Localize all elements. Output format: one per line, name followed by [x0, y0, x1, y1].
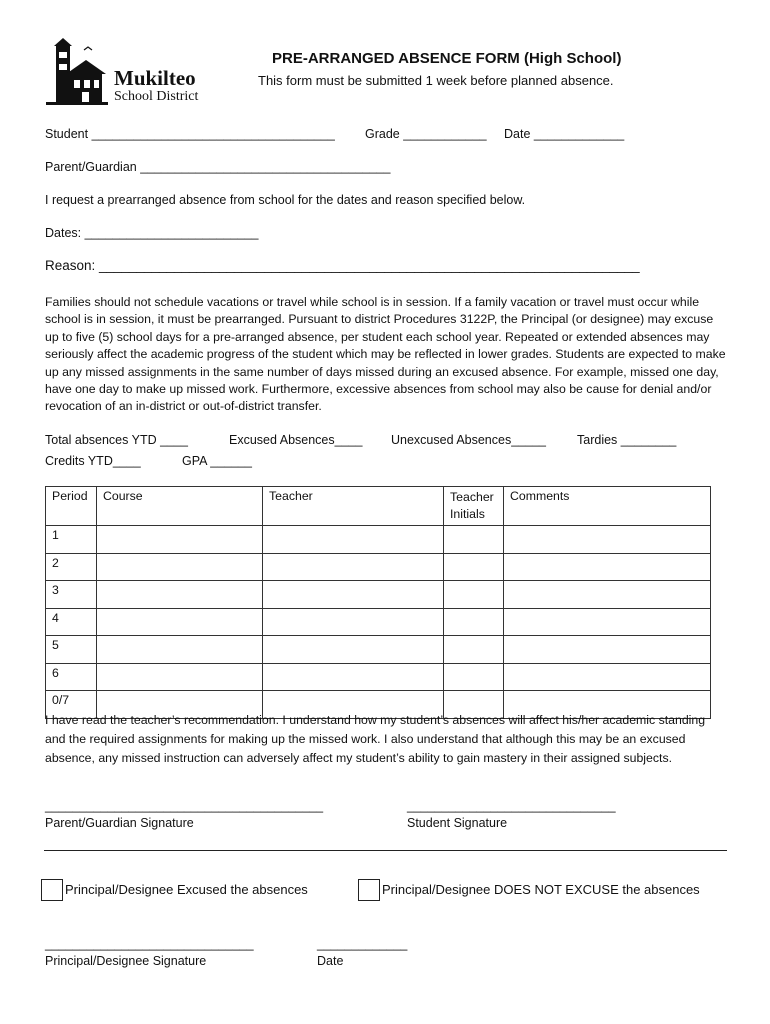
period-cell: 4	[46, 608, 97, 636]
unexcused-absences-field[interactable]: Unexcused Absences_____	[391, 433, 546, 447]
principal-signature-line[interactable]: ______________________________	[45, 937, 254, 951]
lighthouse-icon	[44, 38, 114, 106]
parent-signature-line[interactable]: ________________________________________	[45, 799, 324, 813]
not-excused-checkbox-label: Principal/Designee DOES NOT EXCUSE the absences	[382, 882, 700, 897]
date-field[interactable]: Date _____________	[504, 127, 625, 141]
parent-signature-label: Parent/Guardian Signature	[45, 816, 194, 830]
teacher-cell[interactable]	[263, 663, 444, 691]
principal-signature-label: Principal/Designee Signature	[45, 954, 207, 968]
parent-field[interactable]: Parent/Guardian ____________________________________	[45, 160, 391, 174]
comments-cell[interactable]	[504, 608, 711, 636]
initials-cell[interactable]	[444, 526, 504, 554]
student-signature-line[interactable]: ______________________________	[407, 799, 616, 813]
comments-cell[interactable]	[504, 663, 711, 691]
table-row	[46, 553, 711, 581]
divider	[44, 850, 727, 851]
teacher-cell[interactable]	[263, 553, 444, 581]
period-cell: 3	[46, 581, 97, 609]
period-cell: 6	[46, 663, 97, 691]
page-title: PRE-ARRANGED ABSENCE FORM (High School)	[272, 50, 622, 67]
comments-cell[interactable]	[504, 581, 711, 609]
header-comments: Comments	[504, 487, 711, 526]
tardies-field[interactable]: Tardies ________	[577, 433, 677, 447]
dates-field[interactable]: Dates: _________________________	[45, 226, 259, 240]
comments-cell[interactable]	[504, 636, 711, 664]
teacher-cell[interactable]	[263, 636, 444, 664]
initials-cell[interactable]	[444, 636, 504, 664]
header-course: Course	[97, 487, 263, 526]
initials-cell[interactable]	[444, 581, 504, 609]
logo-subname: School District	[114, 89, 199, 104]
excused-absences-field[interactable]: Excused Absences____	[229, 433, 363, 447]
gpa-field[interactable]: GPA ______	[182, 454, 252, 468]
teacher-cell[interactable]	[263, 581, 444, 609]
policy-paragraph: Families should not schedule vacations or travel while school is in session. If a family vacation or travel must occur while school is in session, it must be prearranged. Pursuant to district Procedures 3122P, the Principal (or designee) may excuse up to five (5) school days for a pre-arranged absence, per student each school year. Repeated or extended absences may seriously affect the academic progress of the student which may be reflected in lower grades. Students are expected to make up any missed assignments in the same number of days missed during an excused absence. For example, missed one day, have one day to make up missed work. Furthermore, excessive absences from school may also be cause for denial and/or revocation of an in-district or out-of-district transfer.	[45, 295, 726, 414]
signature-date-label: Date	[317, 954, 344, 968]
teacher-cell[interactable]	[263, 608, 444, 636]
grade-field[interactable]: Grade ____________	[365, 127, 487, 141]
table-row	[46, 663, 711, 691]
initials-cell[interactable]	[444, 608, 504, 636]
table-row	[46, 608, 711, 636]
reason-field[interactable]: Reason: ________________________________________________________________________	[45, 258, 640, 273]
acknowledgement-paragraph: I have read the teacher’s recommendation. I understand how my student’s absences will affect his/her academic standing and the required assignments for making up the missed work. I also understand that although this may be an excused absence, any missed instruction can adversely affect my student’s ability to gain mastery in their assigned subjects.	[45, 713, 706, 765]
student-field[interactable]: Student ___________________________________	[45, 127, 335, 141]
initials-cell[interactable]	[444, 663, 504, 691]
not-excused-checkbox[interactable]	[358, 879, 380, 901]
table-row	[46, 581, 711, 609]
period-cell: 2	[46, 553, 97, 581]
credits-field[interactable]: Credits YTD____	[45, 454, 141, 468]
header-teacher-initials: Teacher Initials	[444, 487, 504, 526]
table-row	[46, 636, 711, 664]
district-logo	[44, 38, 204, 106]
period-cell: 1	[46, 526, 97, 554]
course-table	[45, 486, 711, 719]
course-cell[interactable]	[97, 553, 263, 581]
course-cell[interactable]	[97, 581, 263, 609]
header-period: Period	[46, 487, 97, 526]
request-text: I request a prearranged absence from school for the dates and reason specified below.	[45, 193, 526, 207]
signature-date-line[interactable]: _____________	[317, 937, 408, 951]
logo-name: Mukilteo	[114, 66, 196, 90]
table-row	[46, 526, 711, 554]
student-signature-label: Student Signature	[407, 816, 508, 830]
excused-checkbox-label: Principal/Designee Excused the absences	[65, 882, 308, 897]
total-absences-field[interactable]: Total absences YTD ____	[45, 433, 188, 447]
teacher-cell[interactable]	[263, 526, 444, 554]
comments-cell[interactable]	[504, 526, 711, 554]
course-cell[interactable]	[97, 636, 263, 664]
period-cell: 0/7	[46, 691, 97, 719]
header-teacher: Teacher	[263, 487, 444, 526]
initials-cell[interactable]	[444, 553, 504, 581]
excused-checkbox[interactable]	[41, 879, 63, 901]
course-cell[interactable]	[97, 526, 263, 554]
comments-cell[interactable]	[504, 553, 711, 581]
page-subtitle: This form must be submitted 1 week before planned absence.	[258, 73, 614, 88]
course-cell[interactable]	[97, 608, 263, 636]
table-header-row	[46, 487, 711, 526]
period-cell: 5	[46, 636, 97, 664]
course-cell[interactable]	[97, 663, 263, 691]
